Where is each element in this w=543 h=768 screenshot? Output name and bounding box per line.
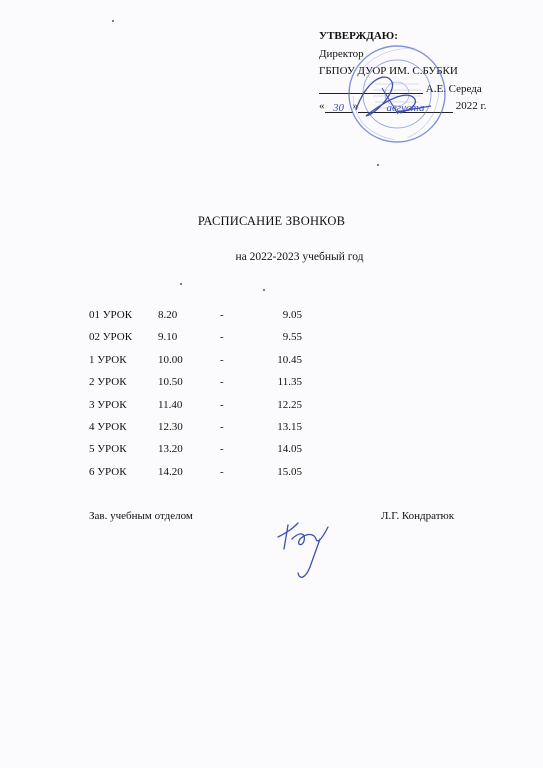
scan-speck — [112, 20, 114, 22]
lesson-name: 5 УРОК — [89, 443, 127, 456]
footer-role: Зав. учебным отделом — [89, 510, 193, 522]
page-title: РАСПИСАНИЕ ЗВОНКОВ — [197, 214, 346, 228]
lesson-start: 10.50 — [158, 376, 183, 389]
date-day: 30 — [325, 100, 353, 113]
date-close-quote: » — [352, 100, 358, 112]
lesson-start: 9.10 — [158, 331, 178, 344]
lesson-start: 8.20 — [158, 309, 178, 321]
lesson-end: 14.05 — [277, 443, 302, 456]
approval-heading: УТВЕРЖДАЮ: — [319, 30, 398, 42]
lesson-dash: - — [220, 309, 224, 321]
lesson-dash: - — [220, 465, 224, 478]
lesson-end: 12.25 — [277, 398, 302, 411]
date-month: августа — [358, 100, 453, 113]
lesson-name: 3 УРОК — [89, 398, 127, 411]
lesson-start: 11.40 — [158, 398, 183, 411]
lesson-end: 15.05 — [277, 465, 302, 478]
lesson-dash: - — [220, 398, 224, 411]
lesson-dash: - — [220, 420, 224, 433]
page-subtitle: на 2022-2023 учебный год — [235, 251, 364, 263]
scan-speck — [263, 289, 265, 291]
footer-name: Л.Г. Кондратюк — [381, 510, 455, 522]
lesson-dash: - — [220, 331, 224, 344]
lesson-name: 01 УРОК — [89, 309, 133, 321]
lesson-start: 14.20 — [158, 465, 183, 478]
table-row — [89, 354, 302, 376]
lesson-start: 10.00 — [158, 353, 183, 366]
date-open-quote: « — [319, 100, 325, 112]
lesson-name: 1 УРОК — [89, 353, 127, 366]
department-head-signature — [270, 505, 340, 585]
bell-schedule-table — [89, 309, 302, 488]
lesson-end: 13.15 — [277, 420, 302, 433]
lesson-dash: - — [220, 376, 224, 389]
lesson-name: 2 УРОК — [89, 376, 127, 389]
lesson-start: 12.30 — [158, 420, 183, 433]
director-signature — [336, 70, 446, 125]
lesson-end: 9.05 — [282, 309, 302, 321]
lesson-end: 11.35 — [277, 376, 302, 389]
lesson-start: 13.20 — [158, 443, 183, 456]
date-year: 2022 г. — [455, 100, 487, 112]
table-row — [89, 399, 302, 421]
lesson-dash: - — [220, 353, 224, 366]
lesson-end: 9.55 — [282, 331, 302, 344]
table-row — [89, 331, 302, 353]
approval-signatory: А.Е. Середа — [425, 82, 482, 95]
table-row — [89, 466, 302, 488]
table-row — [89, 421, 302, 443]
scan-speck — [377, 164, 379, 166]
lesson-name: 02 УРОК — [89, 331, 133, 344]
table-row — [89, 376, 302, 398]
scan-speck — [180, 283, 182, 285]
table-row — [89, 309, 302, 331]
lesson-name: 4 УРОК — [89, 420, 127, 433]
table-row — [89, 443, 302, 465]
approval-position: Директор — [319, 47, 364, 60]
lesson-dash: - — [220, 443, 224, 456]
lesson-name: 6 УРОК — [89, 465, 127, 478]
approval-organization: ГБПОУ ДУОР ИМ. С.БУБКИ — [319, 65, 458, 77]
lesson-end: 10.45 — [277, 353, 302, 366]
